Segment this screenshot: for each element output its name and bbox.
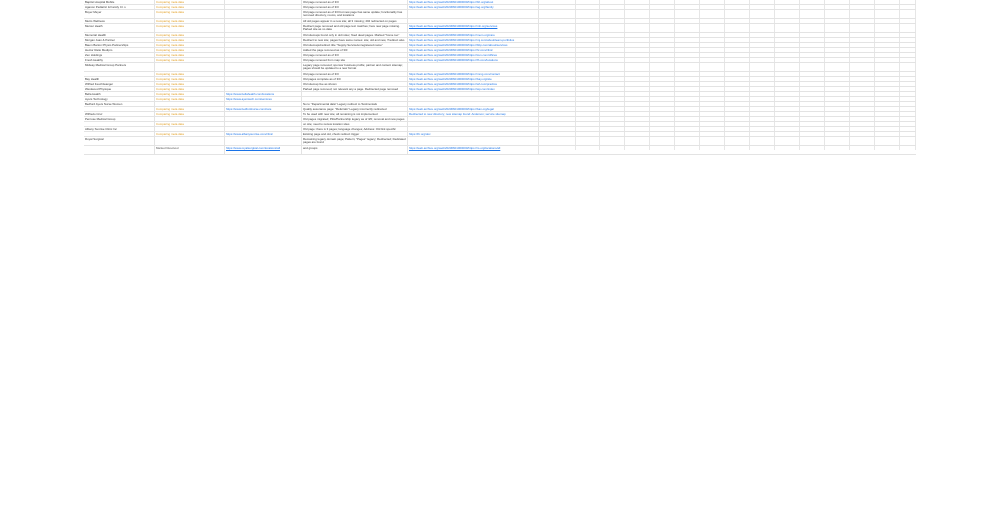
cell-status [155, 137, 225, 145]
cell-notes: Parked page removed; not relevant any a page. Redirected page removed [302, 87, 408, 91]
spreadsheet-grid [84, 0, 916, 150]
cell-company-name [84, 132, 155, 136]
cell-empty[interactable] [539, 112, 916, 116]
cell-notes: Old page removed as of 3/0 [302, 5, 408, 9]
cell-site-link[interactable] [225, 127, 302, 131]
cell-empty[interactable] [539, 117, 916, 121]
cell-archive-link[interactable] [408, 63, 539, 71]
cell-status: Comparing meta data [155, 107, 225, 111]
cell-site-link[interactable]: https://www.royalsurgical.com/locations/all [225, 146, 302, 154]
cell-company-name: Bay Health [84, 77, 155, 81]
cell-notes: on site; need to review location sites [302, 122, 408, 126]
cell-company-name: Ayers Technology [84, 97, 155, 101]
cell-status: Comparing meta data [155, 19, 225, 23]
cell-archive-link[interactable]: https://web.archive.org/web/20230601000000/https://mem.org/care [408, 33, 539, 37]
cell-company-name: Memorial Health [84, 33, 155, 37]
cell-site-link[interactable]: https://www.bellahealth.com/locations [225, 92, 302, 96]
cell-status: Comparing meta data [155, 97, 225, 101]
cell-empty[interactable] [539, 58, 916, 62]
cell-notes: Old pages complete as of 3/0 [302, 77, 408, 81]
cell-site-link[interactable] [225, 38, 302, 42]
cell-archive-link[interactable]: https://web.archive.org/web/20230601000000/https://rs.org/locations/all [408, 146, 539, 154]
cell-status: Comparing meta data [155, 87, 225, 91]
cell-status: Comparing meta data [155, 58, 225, 62]
cell-empty[interactable] [539, 146, 916, 154]
cell-site-link[interactable] [225, 43, 302, 47]
cell-empty[interactable] [539, 38, 916, 42]
cell-empty[interactable] [539, 137, 916, 145]
cell-status: Comparing meta data [155, 77, 225, 81]
cell-archive-link[interactable] [408, 127, 539, 131]
table-row[interactable] [84, 63, 916, 72]
cell-notes: Old page removed as of 3/0 [302, 0, 408, 4]
cell-empty[interactable] [539, 77, 916, 81]
cell-company-name: Morgan Juan & Partner [84, 38, 155, 42]
cell-site-link[interactable] [225, 48, 302, 52]
cell-empty[interactable] [539, 132, 916, 136]
cell-archive-link[interactable] [408, 97, 539, 101]
cell-notes: Old page removed from map site [302, 58, 408, 62]
cell-status: Comparing meta data [155, 53, 225, 57]
cell-status [155, 127, 225, 131]
cell-site-link[interactable] [225, 10, 302, 18]
cell-company-name: Aganon Pediatric & Family Cl. s [84, 5, 155, 9]
cell-site-link[interactable] [225, 82, 302, 86]
cell-status: Comparing meta data [155, 92, 225, 96]
cell-status: Comparing meta data [155, 24, 225, 32]
cell-notes: and groups [302, 146, 408, 154]
cell-status: Comparing meta data [155, 10, 225, 18]
table-row[interactable] [84, 10, 916, 19]
cell-archive-link[interactable] [408, 92, 539, 96]
cell-status: Comparing meta data [155, 5, 225, 9]
cell-notes: Old sitemap live as shown [302, 82, 408, 86]
cell-site-link[interactable] [225, 5, 302, 9]
cell-notes: Quality assurance page: "Referrals" Legacy incorrectly redirected [302, 107, 408, 111]
cell-archive-link[interactable] [408, 137, 539, 145]
cell-empty[interactable] [539, 24, 916, 32]
cell-site-link[interactable] [225, 72, 302, 76]
table-row[interactable] [84, 137, 916, 146]
cell-site-link[interactable] [225, 122, 302, 126]
cell-archive-link[interactable] [408, 10, 539, 18]
cell-archive-link[interactable]: Redirected to new directory; new sitemap found: Anderson; service sitemap [408, 112, 539, 116]
cell-company-name [84, 122, 155, 126]
cell-archive-link[interactable]: https://web.archive.org/web/20230601000000/https://zen.com/offices [408, 53, 539, 57]
cell-archive-link[interactable] [408, 122, 539, 126]
cell-company-name: Baum Barton Physio Partnerships [84, 43, 155, 47]
cell-empty[interactable] [539, 48, 916, 52]
cell-archive-link[interactable] [408, 19, 539, 23]
cell-empty[interactable] [539, 122, 916, 126]
cell-site-link[interactable]: https://www.ayerstech.com/services [225, 97, 302, 101]
cell-empty[interactable] [539, 5, 916, 9]
cell-archive-link[interactable]: https://web.archive.org/web/20230601000000/https://wf.com/practice [408, 82, 539, 86]
cell-notes: Legacy page removed; sponsor business profile; partner and content sitemap; pages should be updated to a new format [302, 63, 408, 71]
table-row[interactable] [84, 146, 916, 155]
cell-status: Comparing meta data [155, 33, 225, 37]
cell-company-name: Albany Sunrise Clinic Inc [84, 127, 155, 131]
cell-notes: Remaining legacy domain page; Pattern; "Pages" legacy; Redirected; Dedicated pages are found [302, 137, 408, 145]
cell-site-link[interactable] [225, 102, 302, 106]
cell-site-link[interactable] [225, 24, 302, 32]
cell-archive-link[interactable] [408, 102, 539, 106]
cell-notes [302, 97, 408, 101]
cell-empty[interactable] [539, 53, 916, 57]
cell-archive-link[interactable]: https://web.archive.org/web/20230601000000/https://mh.org/services [408, 24, 539, 32]
cell-site-link[interactable] [225, 53, 302, 57]
cell-company-name: Westwood Physique [84, 87, 155, 91]
cell-site-link[interactable] [225, 63, 302, 71]
cell-notes [302, 92, 408, 96]
cell-company-name: Hector Ratio Medipro [84, 48, 155, 52]
cell-notes: No to "Departmental data" Legacy redirect to Testimonials [302, 102, 408, 106]
cell-site-link[interactable] [225, 33, 302, 37]
cell-company-name: Metro Wellness [84, 19, 155, 23]
cell-notes: Old sitemaps found only in old index; fixed dead pages. Marked "home too" [302, 33, 408, 37]
cell-notes: Added the page removed as of 3/0 [302, 48, 408, 52]
cell-company-name: Zen Holdings [84, 53, 155, 57]
cell-status: Comparing meta data [155, 122, 225, 126]
cell-archive-link[interactable]: https://web.archive.org/web/20230601000000/https://mmg.com/contact [408, 72, 539, 76]
cell-company-name: Midway Medical Group Partners [84, 63, 155, 71]
cell-company-name: Fresh Healthy [84, 58, 155, 62]
cell-company-name: Wilfred Feuchtwanger [84, 82, 155, 86]
cell-status: Comparing meta data [155, 112, 225, 116]
cell-status [155, 117, 225, 121]
cell-status: Comparing meta data [155, 72, 225, 76]
cell-notes: To be used with new site; all remaining is not implemented [302, 112, 408, 116]
cell-notes: Old page removed as of 3/0 [302, 72, 408, 76]
cell-empty[interactable] [539, 97, 916, 101]
cell-empty[interactable] [539, 102, 916, 106]
cell-archive-link[interactable]: https://web.archive.org/web/20230601000000/https://ag.org/family [408, 5, 539, 9]
cell-site-link[interactable] [225, 87, 302, 91]
cell-empty[interactable] [539, 127, 916, 131]
cell-empty[interactable] [539, 43, 916, 47]
cell-site-link[interactable] [225, 112, 302, 116]
cell-company-name: Baptist Hospital Mobile [84, 0, 155, 4]
cell-archive-link[interactable]: https://web.archive.org/web/20230601000000/https://hr.com/clinic [408, 48, 539, 52]
cell-empty[interactable] [539, 87, 916, 91]
cell-empty[interactable] [539, 33, 916, 37]
cell-archive-link[interactable]: https://hr.org/doc [408, 132, 539, 136]
cell-status: Marked Resolved [155, 146, 225, 154]
cell-notes: All old pages appear in a new site; all 3 missing; 404 redirected on pages [302, 19, 408, 23]
cell-archive-link[interactable]: https://web.archive.org/web/20230601000000/https://ban.org/legal [408, 107, 539, 111]
cell-company-name [84, 146, 155, 154]
cell-site-link[interactable]: https://www.albanysunrise.com/clinic [225, 132, 302, 136]
cell-status: Comparing meta data [155, 132, 225, 136]
cell-company-name: Penrose Medical Group [84, 117, 155, 121]
cell-empty[interactable] [539, 19, 916, 23]
cell-empty[interactable] [539, 107, 916, 111]
cell-notes: Old page removed as of 3/0 but new page has same update; functionality has removed directory, rooms, and locations [302, 10, 408, 18]
cell-status: Comparing meta data [155, 38, 225, 42]
table-row[interactable] [84, 24, 916, 33]
cell-notes: Redirect to new site; pages have same names: site; old and new, ?redirect also [302, 38, 408, 42]
cell-empty[interactable] [539, 72, 916, 76]
cell-notes: Old page: there is 3 pages; language changes; Address: Old link specific [302, 127, 408, 131]
cell-company-name: Mercer Heath [84, 24, 155, 32]
cell-company-name [84, 107, 155, 111]
cell-company-name: Royal Surgical [84, 137, 155, 145]
cell-company-name: Wilfredo Cruz [84, 112, 155, 116]
cell-archive-link[interactable]: https://web.archive.org/web/20230601000000/https://bay.org/site [408, 77, 539, 81]
cell-status: Comparing meta data [155, 82, 225, 86]
cell-site-link[interactable] [225, 77, 302, 81]
cell-site-link[interactable] [225, 19, 302, 23]
cell-notes: Old pages migrated; Pitts/Partnership legacy as of 3/0; removal and new pages [302, 117, 408, 121]
cell-notes: Existing page and old, check redirect trigger [302, 132, 408, 136]
cell-status [155, 63, 225, 71]
cell-empty[interactable] [539, 10, 916, 18]
cell-status [155, 102, 225, 106]
cell-notes: Old page removed as of 3/0 [302, 53, 408, 57]
cell-archive-link[interactable]: https://web.archive.org/web/20230601000000/https://bh.org/about [408, 0, 539, 4]
cell-notes: Old sitemaps/redirect title "Supply-Service/unregistered name" [302, 43, 408, 47]
cell-company-name: Bella Health [84, 92, 155, 96]
cell-site-link[interactable] [225, 117, 302, 121]
cell-status: Comparing meta data [155, 43, 225, 47]
cell-archive-link[interactable]: https://web.archive.org/web/20230601000000/https://fh.com/locations [408, 58, 539, 62]
cell-site-link[interactable] [225, 0, 302, 4]
cell-company-name: Bedford Ayers Nurse Women [84, 102, 155, 106]
cell-company-name [84, 72, 155, 76]
cell-empty[interactable] [539, 0, 916, 4]
cell-archive-link[interactable]: https://web.archive.org/web/20230601000000/https://bbp.com/about/services [408, 43, 539, 47]
cell-archive-link[interactable]: https://web.archive.org/web/20230601000000/https://mj.com/about/team-portfolios [408, 38, 539, 42]
cell-site-link[interactable] [225, 137, 302, 145]
cell-empty[interactable] [539, 63, 916, 71]
cell-archive-link[interactable] [408, 117, 539, 121]
cell-archive-link[interactable]: https://web.archive.org/web/20230601000000/https://wp.com/index [408, 87, 539, 91]
cell-status: Comparing meta data [155, 0, 225, 4]
cell-notes: Redirect page removed and old page text matches; here new page missing. Parked site as no data [302, 24, 408, 32]
cell-empty[interactable] [539, 92, 916, 96]
cell-site-link[interactable] [225, 58, 302, 62]
cell-company-name: Boyer Meyer [84, 10, 155, 18]
cell-empty[interactable] [539, 82, 916, 86]
cell-site-link[interactable]: https://www.bedfordnurse.com/care [225, 107, 302, 111]
cell-status: Comparing meta data [155, 48, 225, 52]
